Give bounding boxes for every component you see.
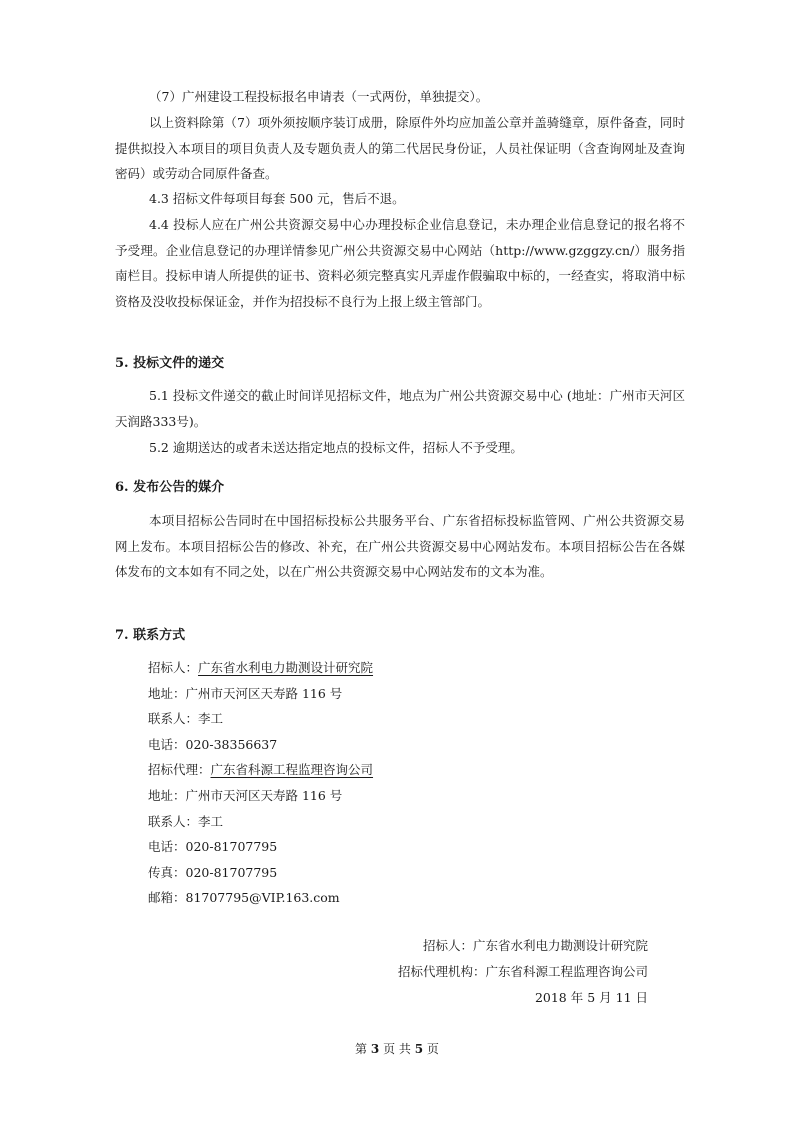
signature-date: 2018 年 5 月 11 日 [534,990,648,1005]
footer-total-pages: 5 [414,1042,424,1056]
tenderer-row [148,655,648,681]
section-5-heading: 5. 投标文件的递交 [115,356,225,371]
tenderer-label: 招标人： [148,660,199,675]
tenderer-address: 地址：广州市天河区天寿路 116 号 [148,685,343,701]
agent-row [148,757,648,783]
clause-4-3: 4.3 招标文件每项目每套 500 元，售后不退。 [149,191,405,206]
section-7-heading: 7. 联系方式 [115,628,186,643]
agent-fax: 传真：020-81707795 [148,864,278,880]
section-6-body: 本项目招标公告同时在中国招标投标公共服务平台、广东省招标投标监管网、广州公共资源交易网上发布。本项目招标公告的修改、补充，在广州公共资源交易中心网站发布。本项目招标公告在各媒体发布的文本如有不同之处，以在广州公共资源交易中心网站发布的文本为准。 [115,513,685,579]
agent-email: 邮箱：81707795@VIP.163.com [148,890,340,906]
agent-phone: 电话：020-81707795 [148,839,278,855]
footer-middle: 页 共 [383,1042,411,1056]
clause-5-1: 5.1 投标文件递交的截止时间详见招标文件，地点为广州公共资源交易中心 (地址：广州市天河区天润路333号)。 [115,388,685,429]
item-7-text: （7）广州建设工程投标报名申请表（一式两份，单独提交）。 [149,89,489,104]
signature-tenderer: 招标人：广东省水利电力勘测设计研究院 [422,938,648,953]
section-6-heading: 6. 发布公告的媒介 [115,480,225,495]
clause-5-2: 5.2 逾期送达的或者未送达指定地点的投标文件，招标人不予受理。 [149,440,523,455]
clause-4-4: 4.4 投标人应在广州公共资源交易中心办理投标企业信息登记，未办理企业信息登记的报名将不予受理。企业信息登记的办理详情参见广州公共资源交易中心网站（http://www.gzggzy.cn/）服务指南栏目。投标申请人所提供的证书、资料必须完整真实凡弄虚作假骗取中标的，一经查实，将取消中标资格及没收投标保证金，并作为招投标不良行为上报上级主管部门。 [115,217,685,309]
footer-prefix: 第 [355,1042,368,1056]
agent-contact: 联系人：李工 [148,813,224,829]
contact-list [148,655,648,911]
tenderer-phone: 电话：020-38356637 [148,736,278,752]
agent-label: 招标代理： [148,762,211,778]
agent-name: 广东省科源工程监理咨询公司 [210,762,374,778]
page-footer [0,1040,794,1057]
tenderer-contact: 联系人：李工 [148,711,224,727]
footer-page-number: 3 [370,1042,380,1056]
agent-address: 地址：广州市天河区天寿路 116 号 [148,787,343,803]
tenderer-name: 广东省水利电力勘测设计研究院 [198,660,374,675]
signature-agency: 招标代理机构：广东省科源工程监理咨询公司 [397,964,648,979]
footer-suffix: 页 [426,1042,439,1056]
materials-note: 以上资料除第（7）项外须按顺序装订成册，除原件外均应加盖公章并盖骑缝章，原件备查，同时提供拟投入本项目的项目负责人及专题负责人的第二代居民身份证，人员社保证明（含查询网址及查询密码）或劳动合同原件备查。 [115,115,685,181]
